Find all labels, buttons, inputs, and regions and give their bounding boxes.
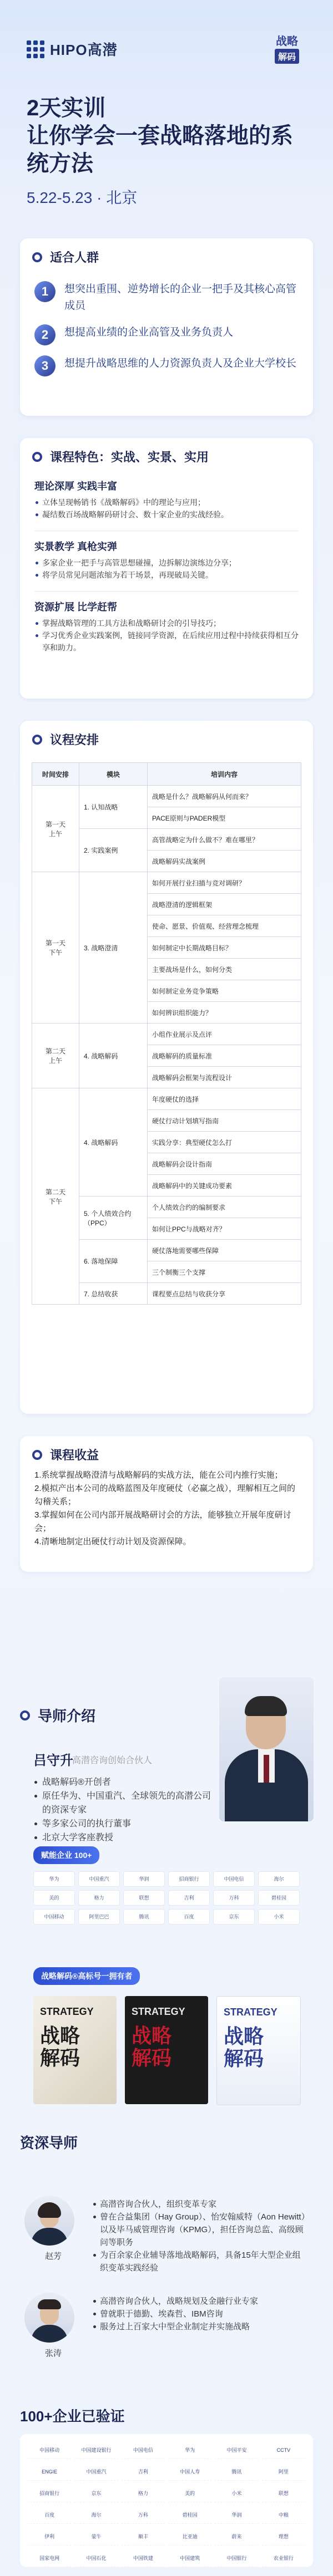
schedule-content: 如何开展行业扫描与竞对调研？ — [148, 872, 301, 894]
hero-title: 2天实训 让你学会一套战略落地的系统方法 — [27, 96, 293, 176]
feature-line: 将学员常见问题浓缩为若干场景，再现破局关键。 — [34, 569, 299, 581]
schedule-content: 战略解码会框架与流程设计 — [148, 1067, 301, 1088]
enterprise-logo: 理想 — [262, 2528, 305, 2546]
schedule-content: 如何制定中长期战略目标？ — [148, 937, 301, 959]
feature-line: 凝结数百场战略解码研讨会、数十家企业的实战经验。 — [34, 508, 299, 521]
schedule-content: 个人绩效合约的编制要求 — [148, 1197, 301, 1218]
enterprise-logo: 格力 — [122, 2485, 165, 2502]
schedule-content: 战略是什么？战略解码从何而来？ — [148, 786, 301, 807]
enterprise-logo: 中国人寿 — [168, 2463, 211, 2481]
gains-card — [20, 1436, 313, 1572]
course-badge — [268, 35, 306, 64]
gains-title: 课程收益 — [50, 1448, 99, 1462]
mentor-bio-line: 北京大学客座教授 — [33, 1831, 216, 1845]
client-logo: 格力 — [78, 1890, 120, 1906]
client-logo: 中国重汽 — [78, 1871, 120, 1887]
schedule-module: 4. 战略解码 — [79, 1024, 148, 1088]
schedule-row — [32, 872, 301, 894]
section-dot-icon — [32, 735, 42, 745]
book-cover — [125, 1996, 208, 2104]
schedule-module: 3. 战略澄清 — [79, 872, 148, 1024]
enterprise-logo: 顺丰 — [122, 2528, 165, 2546]
schedule-module: 1. 认知战略 — [79, 786, 148, 829]
audience-num: 2 — [34, 324, 56, 345]
senior-line: 高潜咨询合伙人，战略规划及金融行业专家 — [92, 2295, 309, 2308]
schedule-module: 6. 落地保障 — [79, 1240, 148, 1283]
schedule-content: 战略解码的质量标准 — [148, 1045, 301, 1067]
enterprise-logo: 比亚迪 — [168, 2528, 211, 2546]
schedule-module: 2. 实践案例 — [79, 829, 148, 872]
enterprise-logo: 中国石化 — [74, 2550, 118, 2567]
badge-line2: 解码 — [275, 49, 299, 64]
mentor-photo — [219, 1677, 314, 1821]
client-logo: 小米 — [258, 1909, 300, 1925]
enterprise-logo: 中国建筑 — [168, 2550, 211, 2567]
enterprise-logo-grid — [28, 2442, 305, 2567]
badge-line1: 战略 — [276, 35, 298, 48]
enterprise-logo: CCTV — [262, 2442, 305, 2459]
feature-line: 多家企业一把手与高管思想碰撞，边拆解边演练边分享； — [34, 557, 299, 569]
section-dot-icon — [32, 1450, 42, 1460]
audience-title: 适合人群 — [50, 251, 99, 264]
schedule-module: 7. 总结收获 — [79, 1283, 148, 1305]
schedule-content: 年度硬仗的选择 — [148, 1088, 301, 1110]
book-cover: STRATEGY 战略 解码 — [216, 1996, 301, 2105]
schedule-content: 主要战场是什么，如何分类 — [148, 959, 301, 980]
mentor-heading — [20, 1705, 95, 1725]
avatar — [24, 2293, 74, 2343]
client-logos — [33, 1871, 300, 1925]
schedule-content: 硬仗行动计划填写指南 — [148, 1110, 301, 1132]
enterprise-logo: 招商银行 — [28, 2485, 71, 2502]
enterprise-logo: 吉利 — [122, 2463, 165, 2481]
col-header: 模块 — [79, 763, 148, 786]
mentor-bio-line: 等多家公司的执行董事 — [33, 1817, 216, 1831]
section-dot-icon — [32, 452, 42, 462]
schedule-row — [32, 786, 301, 807]
audience-num: 3 — [34, 355, 56, 376]
client-logo: 招商银行 — [168, 1871, 210, 1887]
schedule-content: 使命、愿景、价值观、经营理念梳理 — [148, 915, 301, 937]
logo-text: HIPO高潜 — [50, 42, 118, 58]
audience-item — [34, 281, 299, 314]
enterprise-logo: 小米 — [215, 2485, 258, 2502]
enterprise-logo: 蔚来 — [215, 2528, 258, 2546]
enterprise-logo: 中国银行 — [215, 2550, 258, 2567]
enterprise-logo: 阿里 — [262, 2463, 305, 2481]
mentor-role: 高潜咨询创始合伙人 — [72, 1756, 153, 1765]
enterprise-logo: 万科 — [122, 2507, 165, 2524]
client-logo: 碧桂园 — [258, 1890, 300, 1906]
audience-card — [20, 238, 313, 416]
section-dot-icon — [20, 1710, 30, 1720]
senior-mentor — [20, 2293, 313, 2370]
schedule-day: 第二天 上午 — [32, 1024, 79, 1088]
client-logo: 美的 — [33, 1890, 75, 1906]
header — [27, 35, 306, 72]
senior-line: 高潜咨询合伙人，组织变革专家 — [92, 2198, 309, 2211]
client-logo: 京东 — [213, 1909, 255, 1925]
client-logo: 万科 — [213, 1890, 255, 1906]
book-title: STRATEGY — [132, 2006, 185, 2017]
feature-title: 实景教学 真枪实弹 — [34, 541, 118, 552]
senior-name: 张涛 — [44, 2349, 62, 2358]
feature-title: 资源扩展 比学赶帮 — [34, 602, 118, 613]
enterprises-title: 100+企业已验证 — [20, 2408, 125, 2425]
enterprise-logo: 中国铁建 — [122, 2550, 165, 2567]
schedule-card — [20, 721, 313, 1414]
audience-item — [34, 324, 299, 345]
schedule-module: 5. 个人绩效合约 （PPC） — [79, 1197, 148, 1240]
enterprise-logo: 中粮 — [262, 2507, 305, 2524]
feature-block — [34, 478, 299, 521]
enterprise-logo: 中国重汽 — [74, 2463, 118, 2481]
senior-line: 服务过上百家大中型企业制定并实施战略 — [92, 2320, 309, 2333]
book-subtitle: 战略 解码 — [132, 2024, 172, 2069]
client-logo: 中国电信 — [213, 1871, 255, 1887]
enterprise-logo: 华润 — [215, 2507, 258, 2524]
enterprise-logo: 海尔 — [74, 2507, 118, 2524]
enterprise-logo: 京东 — [74, 2485, 118, 2502]
schedule-content: 战略解码会设计指南 — [148, 1153, 301, 1175]
client-logo: 海尔 — [258, 1871, 300, 1887]
client-logo: 联想 — [123, 1890, 165, 1906]
senior-line: 曾在合益集团（Hay Group）、怡安翰威特（Aon Hewitt）以及毕马威管理咨询（KPMG），担任咨询总监、高级顾问等职务 — [92, 2211, 309, 2249]
feature-line: 学习优秀企业实践案例，链接同学资源，在后续应用过程中持续获得相互分享和助力。 — [34, 629, 299, 654]
client-logo: 华为 — [33, 1871, 75, 1887]
enterprise-logo: ENGIE — [28, 2463, 71, 2481]
schedule-content: PACE原则与PADER模型 — [148, 807, 301, 829]
enterprise-count-pill: 赋能企业 100+ — [33, 1846, 99, 1864]
enterprise-logo: 碧桂园 — [168, 2507, 211, 2524]
features-title: 课程特色：实战、实景、实用 — [50, 450, 209, 464]
audience-item — [34, 355, 299, 376]
audience-text: 想突出重围、逆势增长的企业一把手及其核心高管成员 — [64, 283, 297, 312]
senior-name: 赵芳 — [44, 2252, 62, 2261]
feature-line: 掌握战略管理的工具方法和战略研讨会的引导技巧； — [34, 617, 299, 629]
schedule-content: 如何制定业务竞争策略 — [148, 980, 301, 1002]
schedule-content: 战略澄清的逻辑框架 — [148, 894, 301, 915]
senior-mentor — [20, 2196, 313, 2279]
col-header: 时间安排 — [32, 763, 79, 786]
enterprise-logo: 中国电信 — [122, 2442, 165, 2459]
schedule-row — [32, 1024, 301, 1045]
schedule-content: 高管战略定为什么做不？难在哪里？ — [148, 829, 301, 851]
client-logo: 中国移动 — [33, 1909, 75, 1925]
enterprise-logo: 华为 — [168, 2442, 211, 2459]
audience-text: 想提高业绩的企业高管及业务负责人 — [64, 327, 234, 338]
schedule-content: 战略解码中的关键成功要素 — [148, 1175, 301, 1197]
client-logo: 百度 — [168, 1909, 210, 1925]
feature-block — [34, 599, 299, 654]
feature-block — [34, 539, 299, 581]
audience-text: 想提升战略思维的人力资源负责人及企业大学校长 — [64, 358, 297, 369]
client-logo: 阿里巴巴 — [78, 1909, 120, 1925]
mentor-bio-line: 原任华为、中国重汽、全球领先的高潜公司的资深专家 — [33, 1789, 216, 1817]
schedule-content: 三个制衡三个支撑 — [148, 1261, 301, 1283]
enterprise-logo: 中国建设银行 — [74, 2442, 118, 2459]
gain-line: 3.掌握如何在公司内部开展战略研讨会的方法，能够独立开展年度研讨会； — [34, 1510, 291, 1533]
book-title: STRATEGY — [40, 2006, 94, 2017]
schedule-table — [32, 762, 301, 1305]
schedule-content: 如何辨识组织能力？ — [148, 1002, 301, 1024]
schedule-row — [32, 1088, 301, 1110]
enterprise-logo: 中国平安 — [215, 2442, 258, 2459]
enterprise-logo: 联想 — [262, 2485, 305, 2502]
schedule-content: 硬仗落地需要哪些保障 — [148, 1240, 301, 1261]
enterprise-logo: 百度 — [28, 2507, 71, 2524]
schedule-content: 实践分享：典型硬仗怎么打 — [148, 1132, 301, 1153]
feature-title: 理论深厚 实践丰富 — [34, 481, 118, 492]
schedule-day: 第二天 下午 — [32, 1088, 79, 1305]
trademark-pill: 战略解码®高标号一拥有者 — [33, 1967, 140, 1985]
audience-num: 1 — [34, 281, 56, 302]
feature-line: 立体呈现畅销书《战略解码》中的理论与应用； — [34, 496, 299, 508]
enterprise-logo: 腾讯 — [215, 2463, 258, 2481]
senior-line: 曾就职于德勤、埃森哲、IBM咨询 — [92, 2308, 309, 2320]
mentor-name: 吕守升 — [33, 1753, 73, 1768]
enterprise-logo: 农业银行 — [262, 2550, 305, 2567]
gain-line: 4.清晰地制定出硬仗行动计划及资源保障。 — [34, 1537, 191, 1546]
divider — [34, 591, 299, 592]
client-logo: 腾讯 — [123, 1909, 165, 1925]
enterprise-logo: 美的 — [168, 2485, 211, 2502]
book-cover — [33, 1996, 117, 2104]
enterprise-logo: 蒙牛 — [74, 2528, 118, 2546]
features-card — [20, 438, 313, 699]
avatar — [24, 2196, 74, 2246]
brand-logo — [27, 39, 118, 59]
enterprises-box — [20, 2434, 313, 2567]
logo-icon — [27, 40, 44, 58]
client-logo: 吉利 — [168, 1890, 210, 1906]
col-header: 培训内容 — [148, 763, 301, 786]
schedule-day: 第一天 下午 — [32, 872, 79, 1024]
gain-line: 1.系统掌握战略澄清与战略解码的实战方法，能在公司内推行实施； — [34, 1470, 283, 1480]
schedule-title: 议程安排 — [50, 733, 99, 747]
schedule-content: 课程要点总结与收获分享 — [148, 1283, 301, 1305]
enterprise-logo: 国家电网 — [28, 2550, 71, 2567]
senior-title: 资深导师 — [20, 2135, 78, 2151]
schedule-content: 战略解码实战案例 — [148, 851, 301, 872]
schedule-day: 第一天 上午 — [32, 786, 79, 872]
mentor-title: 导师介绍 — [38, 1708, 96, 1724]
hero-dates: 5.22-5.23 · 北京 — [27, 189, 138, 206]
schedule-content: 小组作业展示及点评 — [148, 1024, 301, 1045]
section-dot-icon — [32, 252, 42, 262]
schedule-content: 如何让PPC与战略对齐？ — [148, 1218, 301, 1240]
schedule-body — [32, 786, 301, 1305]
enterprise-logo: 伊利 — [28, 2528, 71, 2546]
mentor-bio — [33, 1775, 216, 1845]
book-subtitle: 战略 解码 — [40, 2024, 80, 2069]
mentor-bio-line: 战略解码®开创者 — [33, 1775, 216, 1789]
enterprise-logo: 中国移动 — [28, 2442, 71, 2459]
senior-line: 为百余家企业辅导落地战略解码，具备15年大型企业组织变革实践经验 — [92, 2249, 309, 2274]
schedule-module: 4. 战略解码 — [79, 1088, 148, 1197]
gain-line: 2.模拟产出本公司的战略蓝图及年度硬仗（必赢之战），理解相互之间的勾稽关系； — [34, 1484, 296, 1506]
client-logo: 华润 — [123, 1871, 165, 1887]
